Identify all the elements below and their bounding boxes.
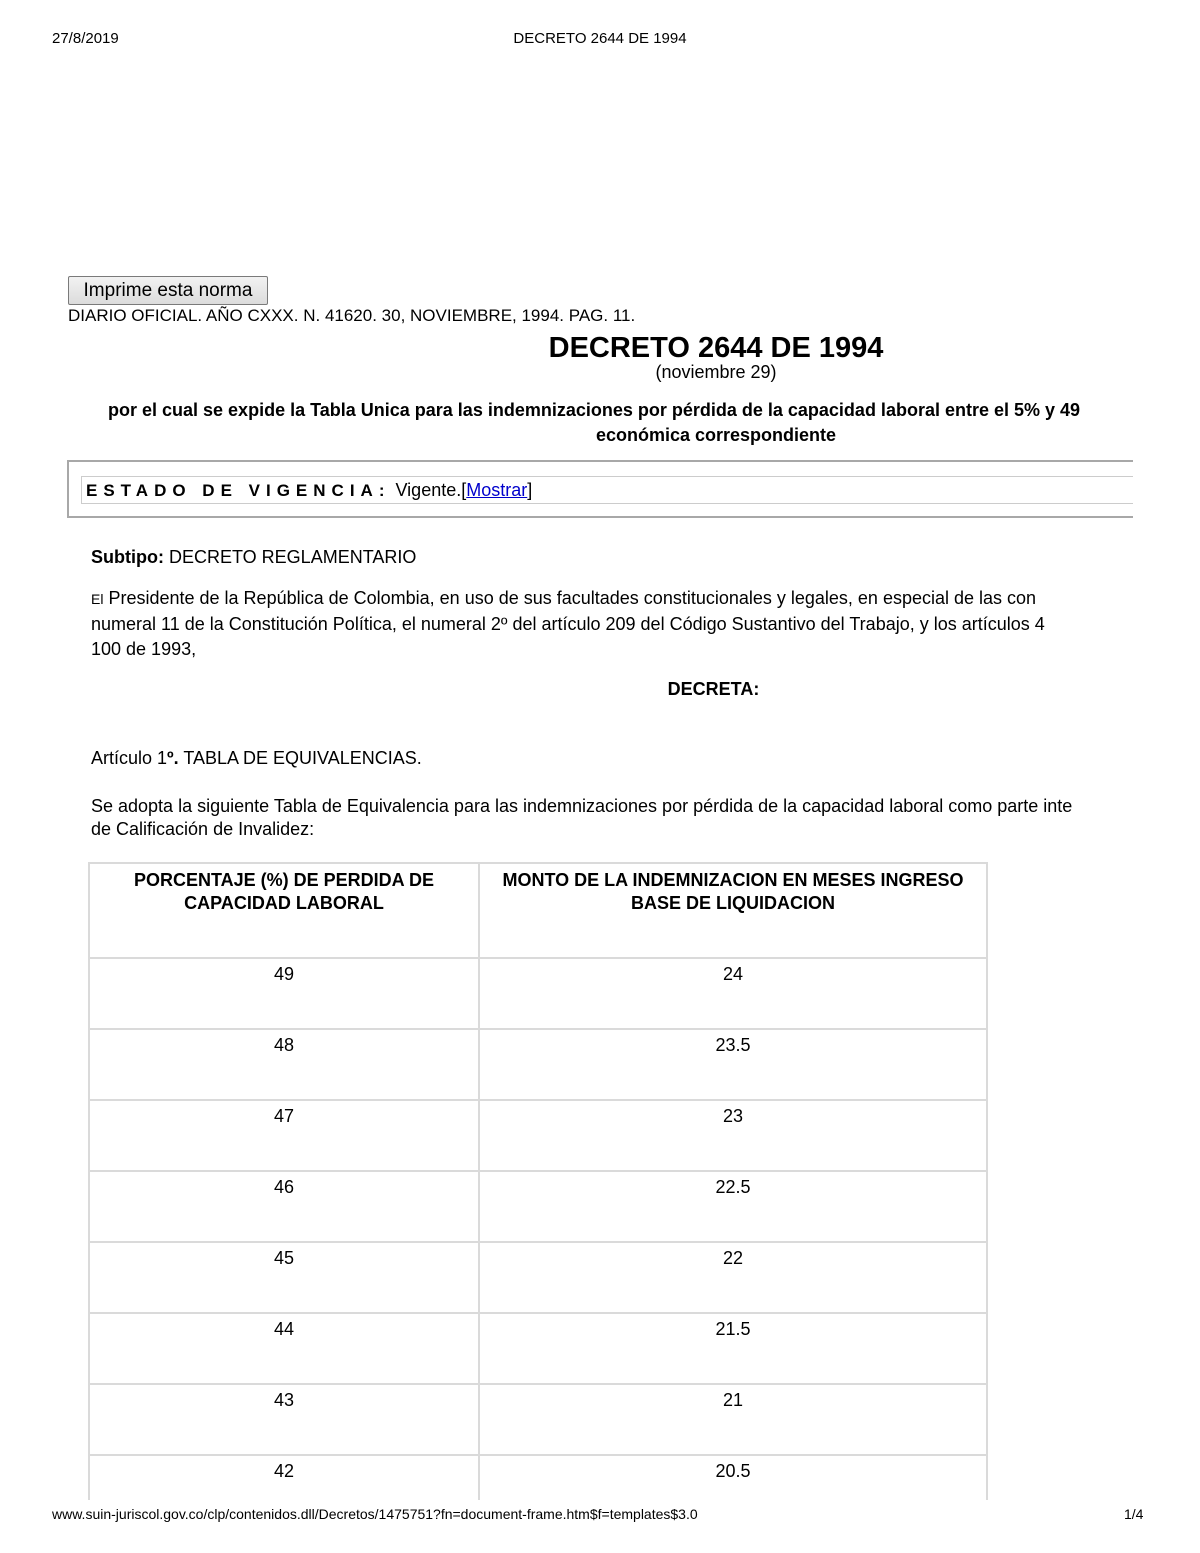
considerando-paragraph bbox=[91, 586, 1133, 662]
table-row bbox=[89, 1384, 987, 1455]
subtipo-label: Subtipo: bbox=[91, 547, 164, 567]
cell-monto: 20.5 bbox=[479, 1455, 987, 1526]
subtipo bbox=[91, 547, 416, 568]
cell-porcentaje: 49 bbox=[89, 958, 479, 1029]
article-heading bbox=[91, 748, 422, 769]
table-header-row bbox=[89, 863, 987, 958]
header-monto: MONTO DE LA INDEMNIZACION EN MESES INGRESO BASE DE LIQUIDACION bbox=[479, 863, 987, 958]
footer-url: www.suin-juriscol.gov.co/clp/contenidos.dll/Decretos/1475751?fn=document-frame.htm$f=templates$3.0 bbox=[52, 1506, 698, 1522]
cell-porcentaje: 45 bbox=[89, 1242, 479, 1313]
cell-porcentaje: 48 bbox=[89, 1029, 479, 1100]
page-title: DECRETO 2644 DE 1994 bbox=[548, 332, 884, 364]
cell-monto: 24 bbox=[479, 958, 987, 1029]
cell-monto: 22.5 bbox=[479, 1171, 987, 1242]
bracket-open: [ bbox=[461, 480, 467, 500]
article-paragraph-line-1: Se adopta la siguiente Tabla de Equivalencia para las indemnizaciones por pérdida de la capacidad laboral como parte inte bbox=[91, 796, 1073, 816]
considerando-initial: El bbox=[91, 591, 104, 607]
cell-porcentaje: 43 bbox=[89, 1384, 479, 1455]
mostrar-link[interactable]: Mostrar bbox=[466, 480, 528, 500]
diario-oficial-reference: DIARIO OFICIAL. AÑO CXXX. N. 41620. 30, NOVIEMBRE, 1994. PAG. 11. bbox=[68, 306, 636, 325]
epigraph-line-2: económica correspondiente bbox=[595, 425, 837, 445]
table-row bbox=[89, 1171, 987, 1242]
article-title: TABLA DE EQUIVALENCIAS. bbox=[183, 748, 422, 768]
epigraph-line-1: por el cual se expide la Tabla Unica para las indemnizaciones por pérdida de la capacidad laboral entre el 5% y 49 bbox=[108, 400, 1081, 420]
table-row bbox=[89, 958, 987, 1029]
table-row bbox=[89, 1100, 987, 1171]
cell-monto: 23 bbox=[479, 1100, 987, 1171]
table-row bbox=[89, 1029, 987, 1100]
cell-monto: 22 bbox=[479, 1242, 987, 1313]
print-button[interactable]: Imprime esta norma bbox=[68, 276, 268, 305]
cell-monto: 21 bbox=[479, 1384, 987, 1455]
table-row bbox=[89, 1313, 987, 1384]
decree-epigraph bbox=[108, 398, 1133, 448]
cell-monto: 21.5 bbox=[479, 1313, 987, 1384]
article-prefix: Artículo 1 bbox=[91, 748, 168, 768]
cell-monto: 23.5 bbox=[479, 1029, 987, 1100]
cell-porcentaje: 44 bbox=[89, 1313, 479, 1384]
cell-porcentaje: 46 bbox=[89, 1171, 479, 1242]
cell-porcentaje: 47 bbox=[89, 1100, 479, 1171]
header-porcentaje: PORCENTAJE (%) DE PERDIDA DE CAPACIDAD LABORAL bbox=[89, 863, 479, 958]
subtipo-value: DECRETO REGLAMENTARIO bbox=[169, 547, 417, 567]
table-row bbox=[89, 1242, 987, 1313]
considerando-line-1: Presidente de la República de Colombia, en uso de sus facultades constitucionales y legales, en especial de las con bbox=[108, 588, 1037, 608]
article-degree: º. bbox=[167, 748, 179, 768]
footer-page-number: 1/4 bbox=[1124, 1506, 1144, 1522]
vigencia-row bbox=[81, 476, 1133, 504]
vigencia-box bbox=[67, 460, 1133, 518]
article-paragraph-line-2: de Calificación de Invalidez: bbox=[91, 819, 315, 839]
article-paragraph bbox=[91, 795, 1133, 841]
bracket-close: ] bbox=[527, 480, 533, 500]
decree-date: (noviembre 29) bbox=[655, 362, 777, 382]
print-header-title: DECRETO 2644 DE 1994 bbox=[513, 30, 687, 47]
vigencia-value: Vigente. bbox=[395, 480, 462, 500]
considerando-line-2: numeral 11 de la Constitución Política, el numeral 2º del artículo 209 del Código Sustantivo del Trabajo, y los artículos 4 bbox=[91, 614, 1045, 634]
print-date: 27/8/2019 bbox=[52, 30, 119, 47]
vigencia-label: ESTADO DE VIGENCIA: bbox=[86, 481, 391, 500]
decreta-heading: DECRETA: bbox=[667, 679, 760, 699]
equivalence-table bbox=[88, 862, 988, 1527]
cell-porcentaje: 42 bbox=[89, 1455, 479, 1526]
considerando-line-3: 100 de 1993, bbox=[91, 639, 197, 659]
